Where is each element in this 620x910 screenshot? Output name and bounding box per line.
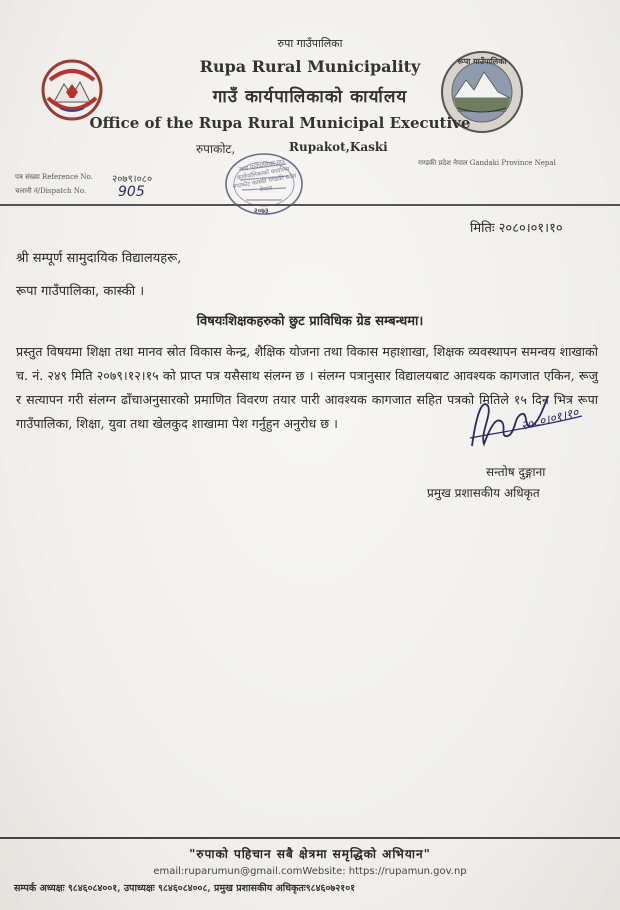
municipality-np: रुपा गाउँपालिका [277, 37, 343, 50]
footer-slogan: "रुपाको पहिचान सबै क्षेत्रमा समृद्धिको अभियान" [189, 847, 431, 861]
signature-date: २०८०।०१।१० [519, 405, 580, 433]
office-np: गाउँ कार्यपालिकाको कार्यालय [212, 87, 408, 107]
signatory-title: प्रमुख प्रशासकीय अधिकृत [427, 486, 540, 500]
reference-label: पत्र संख्या Reference No. [15, 173, 93, 181]
dispatch-value: 905 [118, 184, 145, 200]
stamp-year: २०७३ [254, 206, 269, 215]
municipality-en: Rupa Rural Municipality [199, 57, 421, 76]
letter-subject: विषयःशिक्षकहरुको छुट प्राविधिक ग्रेड सम्बन्धमा। [196, 314, 424, 329]
reference-value: २०७९।०८० [112, 174, 153, 185]
address-en: Rupakot,Kaski [289, 140, 388, 154]
letter-date: मितिः २०८०।०१।१० [470, 221, 563, 236]
header-divider [0, 204, 620, 206]
dispatch-label: चलानी नं/Dispatch No. [15, 187, 87, 195]
province-label: गण्डकी प्रदेश नेपाल Gandaki Province Nepal [418, 159, 556, 167]
stamp-text: रूपा गाउँपालिका गाउँ कार्यपालिकाको कार्यालय रुपाकोट कास्की गण्डकी प्रदेश नेपाल [232, 158, 297, 194]
address-np: रुपाकोट, [196, 142, 236, 156]
footer-contact: email:ruparumun@gmail.comWebsite: https://rupamun.gov.np [153, 866, 467, 877]
footer-divider [0, 837, 620, 839]
rupa-logo-label: रूपा गाउँपालिका [457, 56, 507, 66]
office-en: Office of the Rupa Rural Municipal Executive [89, 114, 471, 132]
signatory-name: सन्तोष दुङ्गाना [486, 465, 546, 479]
letter-body: प्रस्तुत विषयमा शिक्षा तथा मानव स्रोत विकास केन्द्र, शैक्षिक योजना तथा विकास महाशाखा, शिक्षक व्यवस्थापन समन्वय शाखाको च. नं. २४९ मिति २०७९।१२।१५ को प्राप्त पत्र यसैसाथ संलग्न छ । संलग्न पत्रानुसार विद्यालयबाट आवश्यक कागजात एकिन, रूजु र सत्यापन गरी संलग्न ढाँचाअनुसारको प्रमाणित विवरण तयार पारी आवश्यक कागजात सहित पत्रको मितिले १५ दिन भित्र रूपा गाउँपालिका, शिक्षा, युवा तथा खेलकुद शाखामा पेश गर्नुहुन अनुरोध छ । [16, 344, 598, 431]
footer-phones: सम्पर्क अध्यक्षः ९८४६०८४००१, उपाध्यक्षः ९८४६०८४००८, प्रमुख प्रशासकीय अधिकृतः९८४६०७२१०१ [14, 883, 356, 894]
addressee-line-1: श्री सम्पूर्ण सामुदायिक विद्यालयहरू, [16, 251, 182, 266]
addressee-line-2: रूपा गाउँपालिका, कास्की । [16, 284, 145, 299]
